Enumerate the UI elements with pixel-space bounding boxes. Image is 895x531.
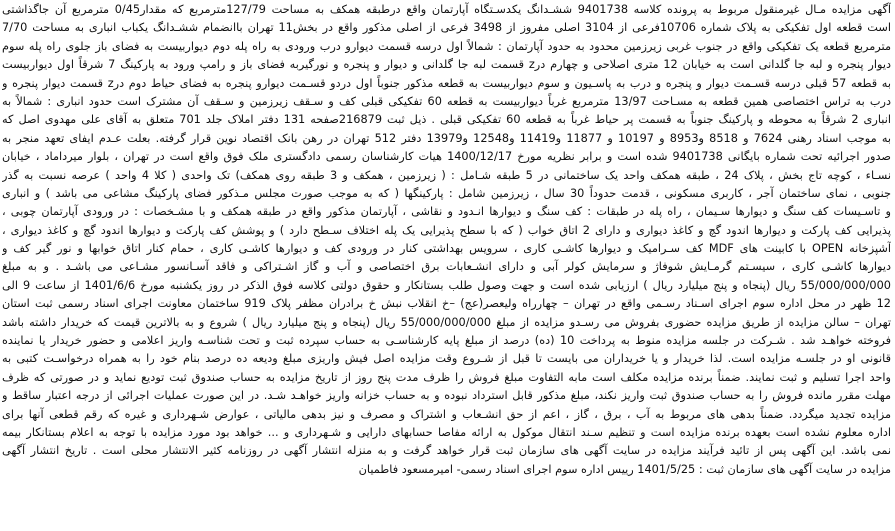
notice-line: است قطعه اول تفکیکی به پلاک شماره 10706فرعی از 3104 اصلی مفروز از 3498 فرعی از اصلی مذکور واقع در بخش11 تهران باانضمام ششـدانگ یکباب انباری به مساحت 7/70 [2, 21, 891, 35]
notice-line: اداره معلوم نشده است بعهده برنده مزایده است و تنظیم سـند انتقال موکول به ارائه مفاصا حسابهای دارایی و شـهرداری و ... خواهد بود مورد مزایده با توجه به اعلام بستانکار بیمه [2, 425, 891, 439]
notice-line: و تاسـیسات کف سنگ و دیوارها سـیمان ، راه پله در طبقات : کف سنگ و دیوارها انـدود و نقاشی ، آپارتمان مذکور واقع در طبقه همکف و با مشـخصات : در ورودی آپارتمان چوبی ، [2, 205, 891, 219]
notice-line: دیوارها کاشـی کاری ، سیسـتم گرمـایش شوفاژ و سرمایش کولر آبی و دارای انشـعابات برق اختصاصی و آب و گاز اشـتراکی و فاقد آسـانسور مشـاعی می باشـد . و به مبلغ [2, 260, 891, 274]
notice-line: درب به تراس اختصاصی همین قطعه به مسـاحت 13/97 مترمربع غرباً دیواربیست به قطعه 60 تفکیکی قبلی کف و سـقف زیرزمین و سـقف آن مشترک است حدود انباری : شمالاً به [2, 94, 891, 108]
notice-line: قانونی او در جلسـه مزایده است. لذا خریدار و یا خریداران می بایست تا قبل از شـروع وقت مزایده اصل فیش واریزی مبلغ ودیعه ده درصد بنام خود را به همراه درخواسـت کتبی به [2, 352, 891, 366]
notice-line: 55/000/000/000 ریال (پنجاه و پنج میلیارد ریال ) ارزیابی شده است و جهت وصول طلب بستانکار و حقوق دولتی کلاسه فوق الذکر در روز یکشنبه مورخ 1401/6/6 از ساعت 9 الی [2, 278, 891, 292]
notice-line: جنوبی ، نمای ساختمان آجر ، کاربری مسکونی ، قدمت حدوداً 30 سال ، زیرزمین شامل : پارکینگها ( که به موجب صورت مجلس مـذکور فضای پارکینگ مشاعی می باشد ) و انباری [2, 186, 891, 200]
notice-line: دیوار پنجره و لبه جا گلدانی است به خیابان 12 متری اصلاحی و چهارم درz قسمت لبه جا گلدانی و دیوار و پنجره و نورگیربه فضای باز و رامپ ورود به پارکینگ 7 شرقاً اول دیواربیست [2, 58, 891, 72]
auction-notice [2, 1, 891, 529]
notice-line: مترمربع قطعه یک تفکیکی واقع در جنوب غربی زیرزمین محدود به حدود آپارتمان : شمالاً اول درسه قسمت دیوارو درب ورودی به راه پله دوم دیواربیست به فضای باز جلوی راه پله سوم [2, 39, 891, 53]
notice-line: آگهی مزایده مـال غیرمنقول مربوط به پرونده کلاسه 9401738 ششـدانگ یکدسـتگاه آپارتمان واقع درطبقه همکف به مساحت 127/79مترمربع که مقدار0/45 مترمربع آن جاگذاشتی [2, 3, 891, 16]
notice-line: نمی باشد. این آگهی پس از تائید فرآیند مزایده در سایت آگهی های سازمان ثبت قرار خواهد گرفت و به منزله انتشار آگهی در روزنامه کثیر الانتشار محلی است . تاریخ انتشار آگهی [2, 444, 891, 458]
notice-line: به موجب اسناد رهنی 7624 و 8518 و8953 و 10197 و 11877 و11419 و12548 و13979 دفتر 512 تهران در رهن بانک اقتصاد نوین قرار گرفته. بعلت عـدم ایفای تعهد منجر به [2, 131, 891, 145]
notice-line: مهلت مقرر مانده فروش را به حساب صندوق ثبت واریز نکند، مبلغ مذکور قابل استرداد نبوده و به حساب خزانه واریز خواهـد شـد. در این صورت عملیات اجرائی از درجه اعتبار ساقط و [2, 389, 891, 403]
notice-line: تهران – سالن مزایده از طریق مزایده حضوری بفروش می رسـدو مزایده از مبلغ 55/000/000/000 ریال (پنجاه و پنج میلیارد ریال ) شروع و به بالاترین قیمت که خریدار داشته باشد [2, 315, 891, 329]
notice-line: پذیرایی کف پارکت و دیوارها اندود گچ و کاغذ دیواری و دارای 2 اتاق خواب ( که با سطح پذیرایی یک پله اختلاف سـطح دارد ) و پوشش کف پارکت و دیوارها اندود گچ و کاغذ دیواری ، [2, 223, 891, 237]
notice-line: به قطعه 57 قبلی درسه قسـمت دیوار و پنجره و درب به پاسـیون و سوم دیواربیست به قطعه مذکور جنوباً اول دردو قسـمت دیوارو پنجره به فضای حیاط دوم درz قسمت دیوار پنجره و [2, 76, 891, 90]
notice-line: انباری 2 شرقاً به محوطه و پارکینگ جنوباً به قسمت پر حیاط غرباً به قطعه 60 تفکیکی قبلی . ذیل ثبت 216879صفحه 131 دفتر املاک جلد 701 متعلق به آقای علی مهدوی اصل که [2, 113, 891, 127]
notice-line: صدور اجرائیه تحت شماره بایگانی 9401738 شده است و برابر نظریه مورخ 1400/12/17 هیات کارشناسان رسمی دادگستری ملک فوق واقع است در تهران ، بلوار میرداماد ، خیابان [2, 150, 891, 164]
notice-line: مزایده تجدید میگردد. ضمناً بدهی های مربوط به آب ، برق ، گاز ، اعم از حق انشـعاب و اشتراک و مصرف و نیز بدهی مالیاتی ، عوارض شـهرداری و غیره که رقم قطعی آنها برای [2, 407, 891, 421]
notice-line: نسـاء ، کوچه تاج بخش ، پلاک 24 ، طبقه همکف واحد یک ساختمانی در 5 طبقه شـامل : ( زیرزمین ، همکف و 3 طبقه روی همکف) تک واحدی ( کلا 4 واحد ) عرصه نسبت به گذر [2, 168, 891, 182]
notice-line: آشپزخانه OPEN با کابینت های MDF کف سـرامیک و دیوارها کاشـی کاری ، سرویس بهداشتی کنار در ورودی کف و دیوارها کاشـی کاری ، حمام کنار اتاق خوابها و نور گیر کف و [2, 242, 891, 256]
notice-line: 12 ظهر در محل اداره سوم اجرای اسـناد رسـمی واقع در تهران – چهارراه ولیعصر(عج) –خ انقلاب نبش خ برادران مظفر پلاک 919 ساختمان معاونت اجرای اسناد رسمی ثبت استان [2, 297, 891, 311]
notice-line: مزایده در سایت آگهی های سازمان ثبت : 1401/5/25 رییس اداره سوم اجرای اسناد رسمی- امیرمسعود فاطمیان [358, 462, 891, 476]
notice-line: فروخته خواهـد شد . شـرکت در جلسه مزایده منوط به پرداخت 10 (ده) درصد از مبلغ پایه کارشناسـی به حساب سپرده ثبت و تحت شناسـه واریز اعلامی و حضور خریدار یا نماینده [2, 334, 891, 348]
notice-line: واحد اجرا تسلیم و ثبت نمایند. ضمناً برنده مزایده مکلف است مابه التفاوت مبلغ فروش را ظرف مدت پنج روز از تاریخ مزایده به حساب صندوق ثبت تودیع نماید و در صورتی که ظرف [2, 370, 891, 384]
